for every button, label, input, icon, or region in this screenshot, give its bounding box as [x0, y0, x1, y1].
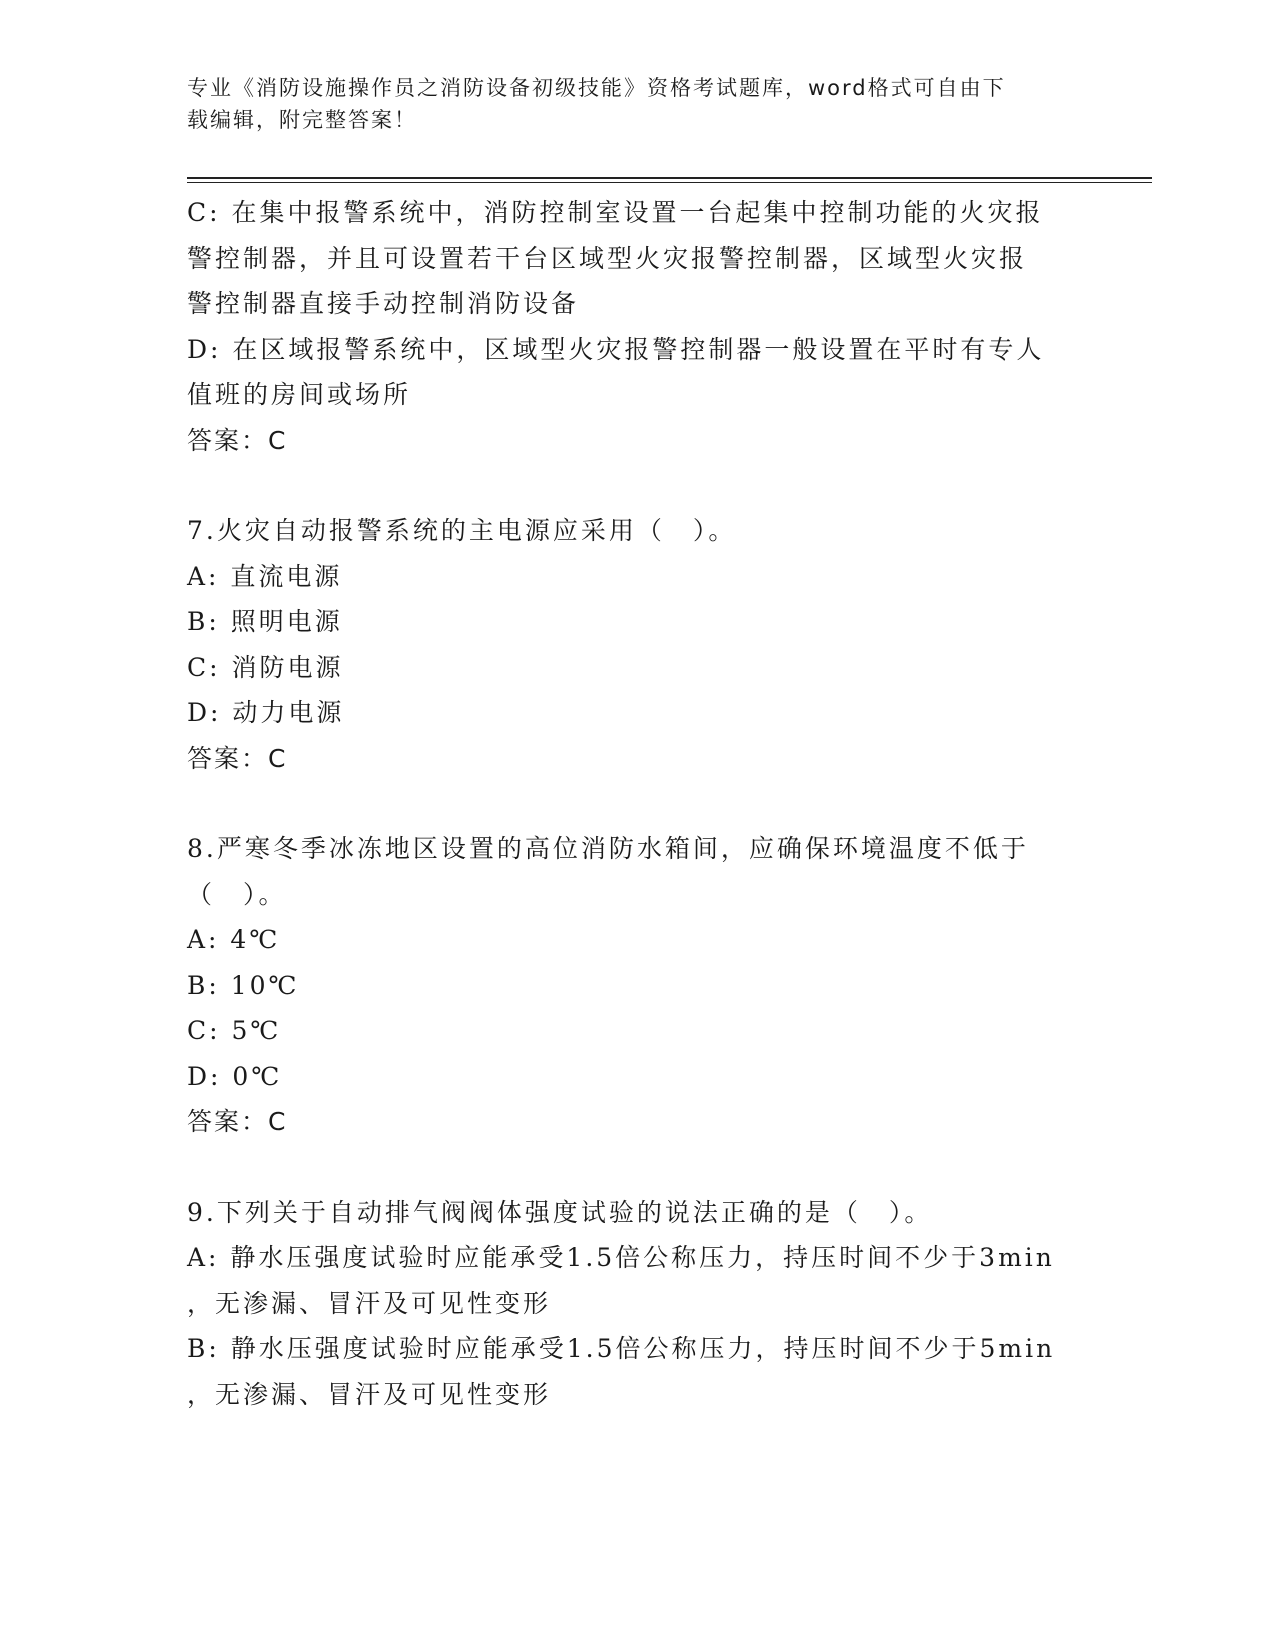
question-block-6-continued [187, 190, 1087, 463]
option-c-line-3: 警控制器直接手动控制消防设备 [187, 289, 580, 318]
document-header [187, 72, 1067, 136]
block-spacer [187, 1145, 1087, 1190]
question-stem-line-1: 8.严寒冬季冰冻地区设置的高位消防水箱间，应确保环境温度不低于 [187, 834, 1029, 863]
option-d: D: 0℃ [187, 1061, 283, 1091]
option-a-line-2: ，无渗漏、冒汗及可见性变形 [187, 1288, 552, 1318]
header-divider-bottom [187, 182, 1152, 183]
option-b: B: 10℃ [187, 970, 300, 1000]
question-stem-line-2: （ ）。 [187, 879, 287, 909]
option-c-line-2: 警控制器，并且可设置若干台区域型火灾报警控制器，区域型火灾报 [187, 243, 1028, 273]
header-line-2: 载编辑，附完整答案！ [187, 108, 417, 132]
question-block-9 [187, 1190, 1087, 1418]
question-stem: 7.火灾自动报警系统的主电源应采用（ ）。 [187, 516, 737, 545]
block-spacer [187, 781, 1087, 826]
option-d: D: 动力电源 [187, 698, 345, 727]
option-c-line-1: C: 在集中报警系统中，消防控制室设置一台起集中控制功能的火灾报 [187, 198, 1044, 227]
option-b-line-1: B: 静水压强度试验时应能承受1.5倍公称压力，持压时间不少于5min [187, 1334, 1056, 1363]
header-divider-top [187, 177, 1152, 179]
option-c: C: 消防电源 [187, 652, 344, 682]
block-spacer [187, 463, 1087, 508]
option-d-line-2: 值班的房间或场所 [187, 380, 412, 409]
header-line-1: 专业《消防设施操作员之消防设备初级技能》资格考试题库，word格式可自由下 [187, 76, 1006, 100]
question-block-7 [187, 508, 1087, 781]
answer-line: 答案：C [187, 1107, 288, 1136]
option-a-line-1: A: 静水压强度试验时应能承受1.5倍公称压力，持压时间不少于3min [187, 1243, 1055, 1272]
option-a: A: 4℃ [187, 925, 281, 954]
question-stem: 9.下列关于自动排气阀阀体强度试验的说法正确的是（ ）。 [187, 1197, 933, 1227]
option-d-line-1: D: 在区域报警系统中，区域型火灾报警控制器一般设置在平时有专人 [187, 334, 1045, 364]
option-b-line-2: ，无渗漏、冒汗及可见性变形 [187, 1379, 552, 1409]
option-a: A: 直流电源 [187, 561, 343, 591]
question-block-8 [187, 826, 1087, 1145]
option-c: C: 5℃ [187, 1016, 282, 1045]
answer-line: 答案：C [187, 425, 288, 455]
answer-line: 答案：C [187, 743, 288, 773]
question-content [187, 190, 1087, 1417]
option-b: B: 照明电源 [187, 607, 343, 636]
